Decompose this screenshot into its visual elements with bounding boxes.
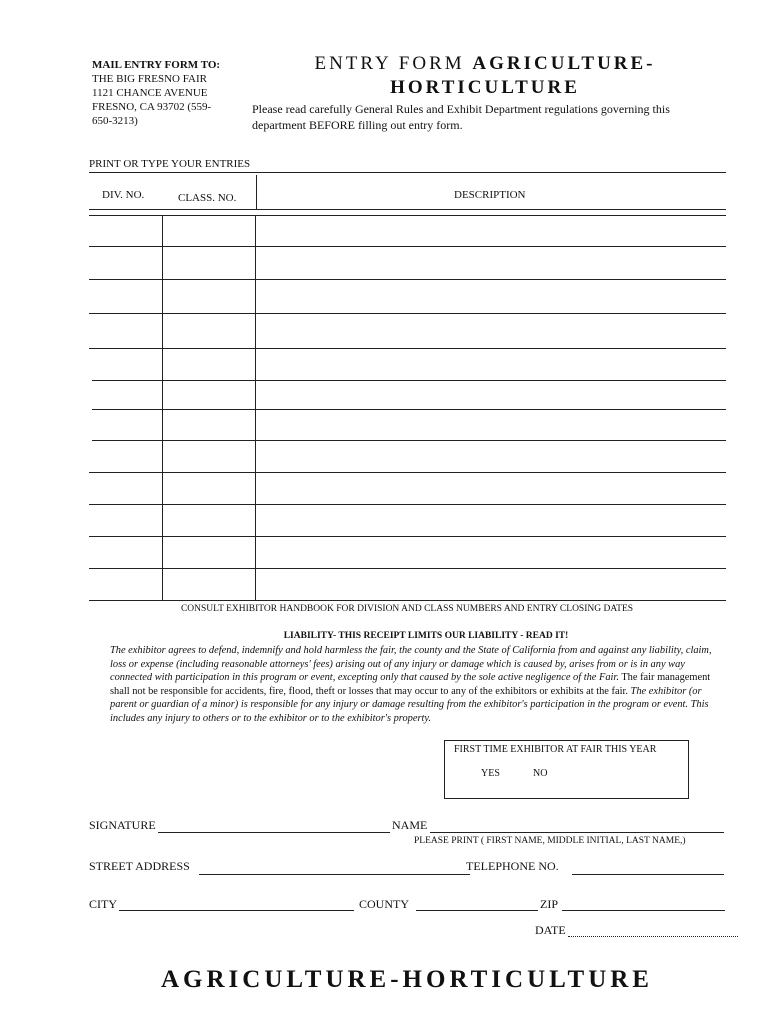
street-address-field[interactable] — [199, 874, 470, 875]
liability-text — [110, 644, 722, 726]
table-row[interactable] — [92, 380, 726, 381]
intro-text: Please read carefully General Rules and Exhibit Department regulations governing this department BEFORE filling out entry form. — [252, 102, 670, 132]
table-row[interactable] — [89, 246, 726, 247]
date-field[interactable] — [568, 936, 738, 937]
county-field[interactable] — [416, 910, 538, 911]
county-label: COUNTY — [359, 897, 409, 911]
consult-note: CONSULT EXHIBITOR HANDBOOK FOR DIVISION AND CLASS NUMBERS AND ENTRY CLOSING DATES — [180, 604, 634, 614]
title-part-1: ENTRY FORM — [314, 53, 473, 74]
footer-title: AGRICULTURE-HORTICULTURE — [161, 966, 653, 993]
table-row[interactable] — [89, 536, 726, 537]
print-label: PRINT OR TYPE YOUR ENTRIES — [89, 158, 251, 170]
mail-line-2: 1121 CHANCE AVENUE — [92, 87, 208, 99]
class-column-divider — [255, 215, 256, 600]
date-label: DATE — [535, 923, 566, 937]
first-time-yes-option[interactable]: YES — [481, 768, 500, 779]
col-header-description: DESCRIPTION — [454, 189, 526, 201]
street-address-label: STREET ADDRESS — [89, 859, 190, 873]
signature-label: SIGNATURE — [89, 818, 156, 832]
first-time-no-option[interactable]: NO — [533, 768, 548, 779]
liability-title: LIABILITY- THIS RECEIPT LIMITS OUR LIABILITY - READ IT! — [283, 631, 569, 641]
table-top-rule — [89, 172, 726, 173]
header-rule-1 — [89, 209, 726, 210]
table-row[interactable] — [89, 472, 726, 473]
table-row[interactable] — [89, 504, 726, 505]
mail-line-3: FRESNO, CA 93702 (559- — [92, 101, 212, 113]
header-divider — [256, 175, 257, 209]
liability-italic-2: The exhibitor (or parent or guardian of a minor) is responsible for any injury or damage resulting from the exhibitor's participation in the program or event. This includes any injury to others or to the exhibitor or to the exhibitor's property. — [110, 685, 709, 724]
mail-line-4: 650-3213) — [92, 115, 138, 127]
zip-field[interactable] — [562, 910, 725, 911]
signature-field[interactable] — [158, 832, 390, 833]
table-row[interactable] — [89, 279, 726, 280]
table-row[interactable] — [89, 348, 726, 349]
city-label: CITY — [89, 897, 117, 911]
name-label: NAME — [392, 818, 428, 832]
title-part-2: AGRICULTURE- — [472, 53, 656, 74]
table-bottom-rule — [89, 600, 726, 601]
name-field[interactable] — [430, 832, 724, 833]
liability-italic-1: The exhibitor agrees to defend, indemnify and hold harmless the fair, the county and the State of California from and against any liability, claim, loss or expense (including reasonable attorneys' fees) arising out of any injury or damage which is caused by, arises from or is in any way connected with participation in this program or event, excepting only that caused by the sole active negligence of the Fair. — [110, 645, 712, 684]
col-header-class: CLASS. NO. — [178, 192, 237, 204]
table-row[interactable] — [89, 313, 726, 314]
header-rule-2 — [89, 215, 726, 216]
mail-line-1: THE BIG FRESNO FAIR — [92, 73, 208, 85]
mail-to-block — [92, 58, 242, 128]
div-column-divider — [162, 215, 163, 600]
telephone-field[interactable] — [572, 874, 724, 875]
first-time-question: FIRST TIME EXHIBITOR AT FAIR THIS YEAR — [454, 744, 657, 755]
zip-label: ZIP — [540, 897, 558, 911]
table-row[interactable] — [92, 409, 726, 410]
table-row[interactable] — [89, 568, 726, 569]
table-row[interactable] — [92, 440, 726, 441]
telephone-label: TELEPHONE NO. — [466, 859, 559, 873]
form-title — [250, 52, 720, 100]
liability-normal-1: The fair management shall not be responsible for accidents, fire, flood, theft or losses that may occur to any of the exhibitors or exhibits at the fair. — [110, 672, 711, 697]
name-hint: PLEASE PRINT ( FIRST NAME, MIDDLE INITIAL, LAST NAME,) — [414, 836, 686, 846]
col-header-div: DIV. NO. — [102, 189, 145, 201]
city-field[interactable] — [119, 910, 354, 911]
title-part-3: HORTICULTURE — [390, 77, 580, 98]
mail-heading: MAIL ENTRY FORM TO: — [92, 59, 221, 71]
